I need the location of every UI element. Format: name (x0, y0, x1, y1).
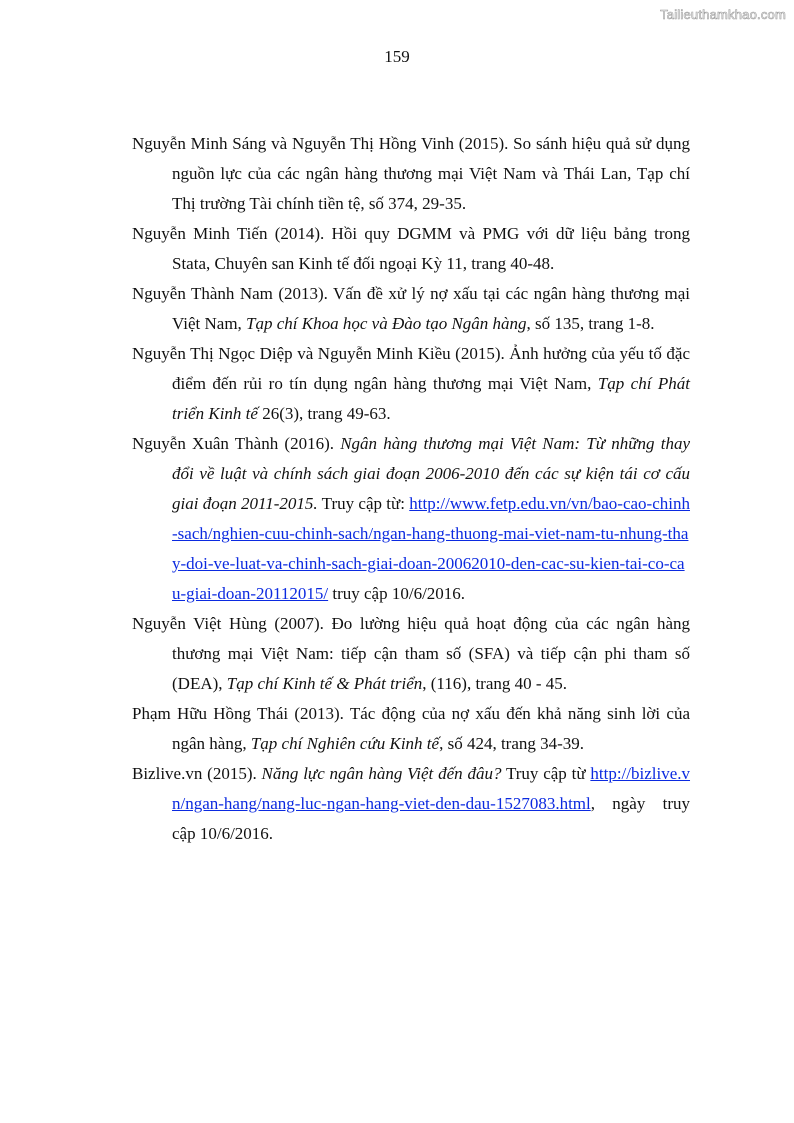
reference-entry (132, 219, 690, 279)
reference-link[interactable]: http://bizlive.vn/ngan-hang/nang-luc-ngan-hang-viet-den-dau-1527083.html (172, 764, 691, 813)
reference-entry (132, 279, 690, 339)
reference-text: Nguyễn Minh Tiến (2014). Hồi quy DGMM và PMG với dữ liệu bảng trong Stata, Chuyên san Kinh tế đối ngoại Kỳ 11, trang 40-48. (132, 224, 690, 273)
reference-entry (132, 429, 690, 609)
reference-text: Truy cập từ: (317, 494, 410, 513)
reference-text: Nguyễn Thị Ngọc Diệp và Nguyễn Minh Kiều (2015). Ảnh hưởng của yếu tố đặc điểm đến rủi ro tín dụng ngân hàng thương mại Việt Nam, (132, 344, 690, 393)
reference-entry (132, 699, 690, 759)
reference-entry (132, 339, 690, 429)
reference-title-italic: Tạp chí Kinh tế & Phát triển (226, 674, 423, 693)
reference-text: 26(3), trang 49-63. (257, 404, 391, 423)
reference-text: Nguyễn Minh Sáng và Nguyễn Thị Hồng Vinh (2015). So sánh hiệu quả sử dụng nguồn lực của các ngân hàng thương mại Việt Nam và Thái Lan, Tạp chí Thị trường Tài chính tiền tệ, số 374, 29-35. (132, 134, 690, 213)
reference-text: , số 135, trang 1-8. (526, 314, 655, 333)
page-number: 159 (384, 47, 410, 66)
watermark: Tailieuthamkhao.com (660, 7, 786, 22)
reference-title-italic: Ngân hàng thương mại Việt Nam: Từ những thay đổi về luật và chính sách giai đoạn 2006-2010 đến các sự kiện tái cơ cấu giai đoạn 2011-2015. (172, 434, 690, 513)
reference-text: Nguyễn Việt Hùng (2007). Đo lường hiệu quả hoạt động của các ngân hàng thương mại Việt Nam: tiếp cận tham số (SFA) và tiếp cận phi tham số (DEA), (132, 614, 690, 693)
reference-title-italic: Tạp chí Nghiên cứu Kinh tế (250, 734, 440, 753)
reference-text: Nguyễn Xuân Thành (2016). (132, 434, 341, 453)
reference-title-italic: Tạp chí Phát triển Kinh tế (172, 374, 690, 423)
reference-text: truy cập 10/6/2016. (328, 584, 466, 603)
reference-text: Nguyễn Thành Nam (2013). Vấn đề xử lý nợ xấu tại các ngân hàng thương mại Việt Nam, (132, 284, 690, 333)
reference-entry (132, 609, 690, 699)
reference-text: , (116), trang 40 - 45. (422, 674, 568, 693)
reference-text: , ngày truy cập 10/6/2016. (172, 794, 690, 843)
reference-title-italic: Năng lực ngân hàng Việt đến đâu? (261, 764, 502, 783)
reference-title-italic: Tạp chí Khoa học và Đào tạo Ngân hàng (246, 314, 527, 333)
reference-list (132, 129, 690, 849)
reference-text: Truy cập từ (501, 764, 591, 783)
reference-entry (132, 759, 690, 849)
reference-text: , số 424, trang 34-39. (439, 734, 585, 753)
reference-text: Bizlive.vn (2015). (132, 764, 262, 783)
reference-link[interactable]: http://www.fetp.edu.vn/vn/bao-cao-chinh-sach/nghien-cuu-chinh-sach/ngan-hang-thuong-mai-viet-nam-tu-nhung-thay-doi-ve-luat-va-chinh-sach-giai-doan-20062010-den-cac-su-kien-tai-co-cau-giai-doan-20112015/ (172, 494, 690, 603)
reference-text: Phạm Hữu Hồng Thái (2013). Tác động của nợ xấu đến khả năng sinh lời của ngân hàng, (132, 704, 690, 753)
reference-entry (132, 129, 690, 219)
